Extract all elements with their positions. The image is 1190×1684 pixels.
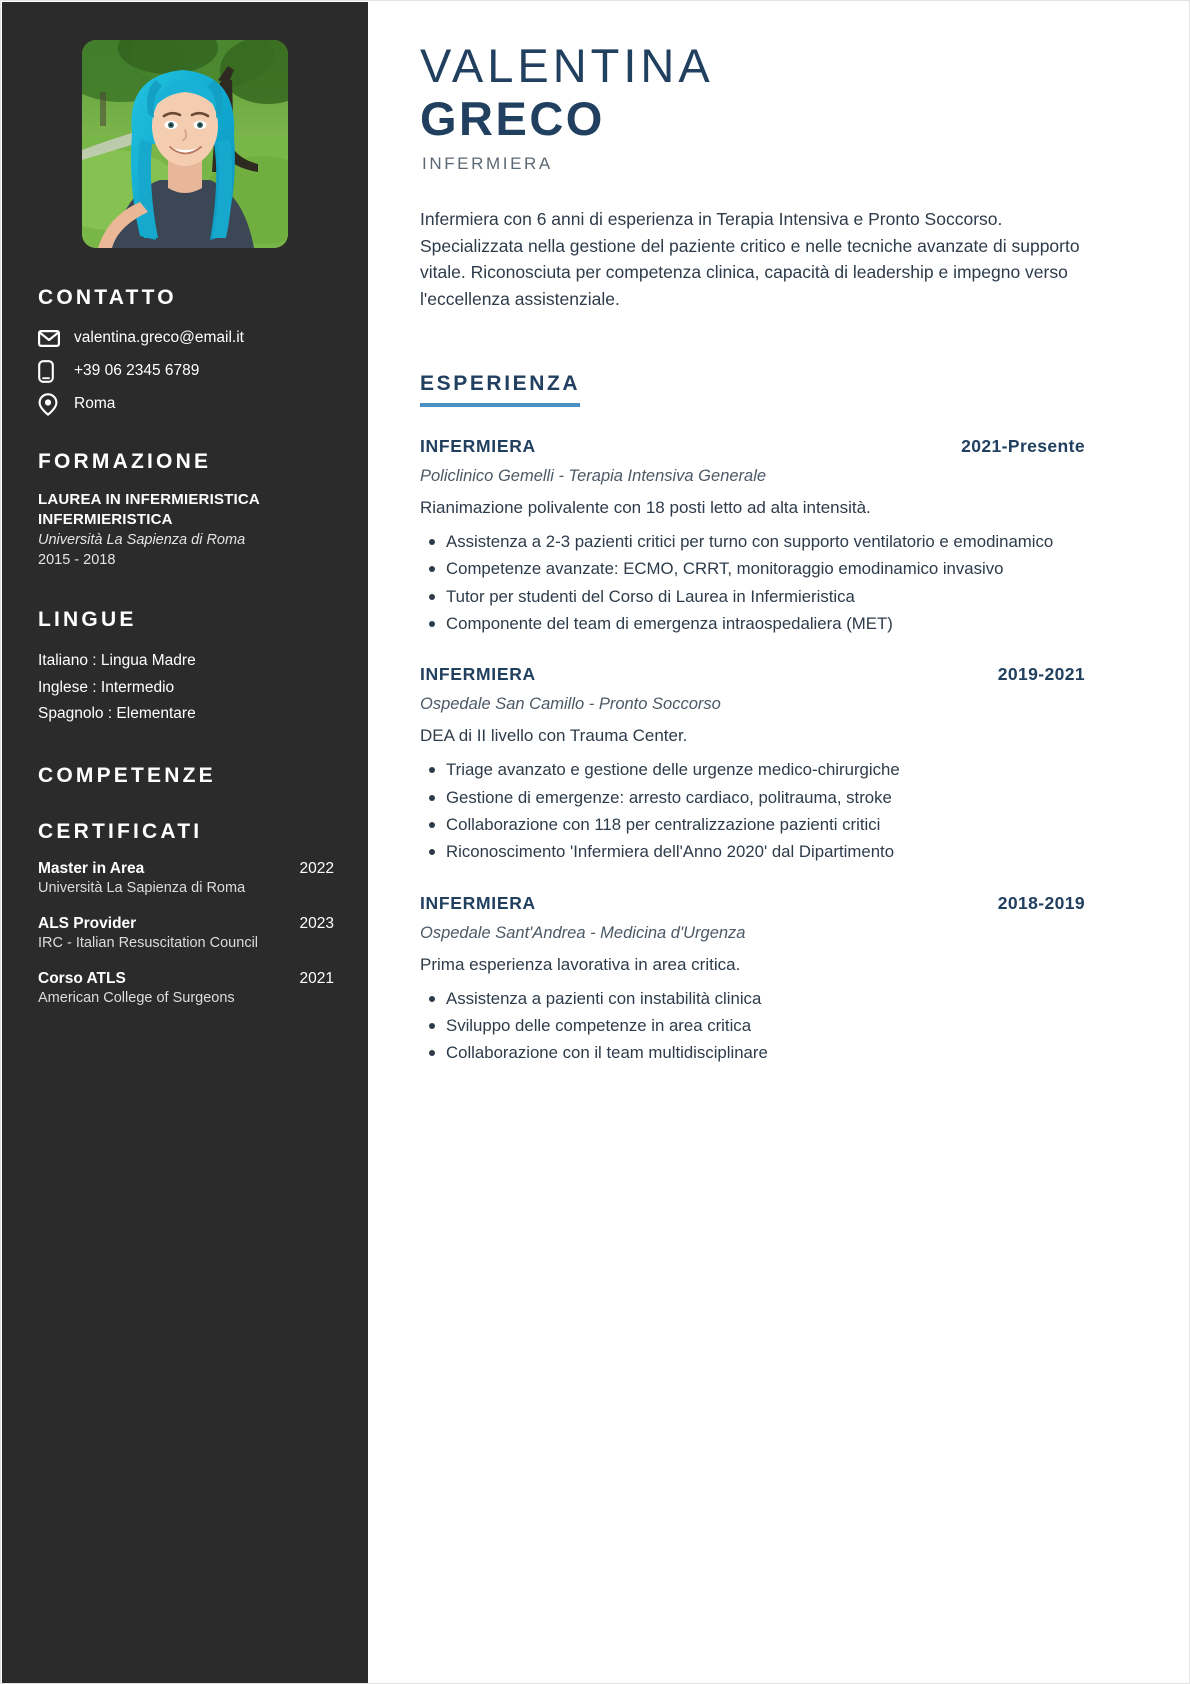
experience-bullet: Triage avanzato e gestione delle urgenze medico-chirurgiche	[420, 759, 1085, 781]
sidebar-heading-contact: CONTATTO	[38, 286, 177, 309]
experience-bullets	[420, 531, 1085, 635]
experience-role: INFERMIERA	[420, 892, 536, 913]
language-list	[38, 648, 334, 728]
certificate-issuer: American College of Surgeons	[38, 989, 235, 1006]
contact-phone-text: +39 06 2345 6789	[74, 361, 200, 379]
language-item: Spagnolo : Elementare	[38, 705, 196, 723]
certificate-name: Corso ATLS	[38, 969, 126, 987]
profile-photo-image	[82, 40, 288, 248]
envelope-icon	[38, 327, 62, 349]
location-pin-icon	[38, 393, 62, 415]
education-item	[38, 490, 334, 570]
experience-bullet: Componente del team di emergenza intraospedaliera (MET)	[420, 613, 1085, 635]
experience-description: Prima esperienza lavorativa in area critica.	[420, 954, 741, 974]
contact-email-text: valentina.greco@email.it	[74, 328, 244, 346]
certificate-item	[38, 860, 334, 896]
experience-bullet: Gestione di emergenze: arresto cardiaco, politrauma, stroke	[420, 787, 1085, 809]
professional-title: INFERMIERA	[422, 154, 553, 174]
main-content	[368, 2, 1190, 1070]
experience-bullets	[420, 988, 1085, 1065]
certificate-list	[38, 860, 334, 1006]
last-name: GRECO	[420, 91, 605, 145]
certificate-item	[38, 915, 334, 951]
certificate-issuer: IRC - Italian Resuscitation Council	[38, 934, 259, 951]
experience-bullet: Assistenza a pazienti con instabilità clinica	[420, 988, 1085, 1010]
contact-row-phone[interactable]	[38, 360, 334, 382]
certificate-year: 2021	[299, 969, 334, 987]
experience-dates: 2018-2019	[997, 892, 1085, 913]
certificate-name: Master in Area	[38, 859, 145, 877]
experience-bullet: Collaborazione con 118 per centralizzazione pazienti critici	[420, 814, 1085, 836]
certificate-item	[38, 970, 334, 1006]
experience-item	[420, 664, 1085, 863]
education-degree: LAUREA IN INFERMIERISTICA INFERMIERISTICA	[38, 491, 260, 528]
certificate-year: 2022	[299, 859, 334, 877]
experience-bullet: Competenze avanzate: ECMO, CRRT, monitoraggio emodinamico invasivo	[420, 558, 1085, 580]
language-item: Italiano : Lingua Madre	[38, 651, 196, 669]
sidebar-heading-certificates: CERTIFICATI	[38, 819, 203, 843]
certificate-year: 2023	[299, 914, 334, 932]
sidebar-heading-education: FORMAZIONE	[38, 450, 212, 473]
contact-list	[38, 327, 334, 415]
experience-bullet: Tutor per studenti del Corso di Laurea in Infermieristica	[420, 586, 1085, 608]
experience-item	[420, 893, 1085, 1065]
sidebar-heading-languages: LINGUE	[38, 607, 137, 631]
experience-company: Ospedale San Camillo - Pronto Soccorso	[420, 695, 721, 714]
first-name: VALENTINA	[420, 39, 714, 92]
experience-bullet: Assistenza a 2-3 pazienti critici per turno con supporto ventilatorio e emodinamico	[420, 531, 1085, 553]
experience-company: Ospedale Sant'Andrea - Medicina d'Urgenza	[420, 923, 746, 942]
experience-role: INFERMIERA	[420, 664, 536, 685]
phone-icon	[38, 360, 62, 382]
profile-photo	[82, 40, 288, 248]
certificate-issuer: Università La Sapienza di Roma	[38, 879, 246, 896]
experience-company: Policlinico Gemelli - Terapia Intensiva Generale	[420, 467, 767, 486]
experience-bullets	[420, 759, 1085, 863]
education-years: 2015 - 2018	[38, 551, 116, 568]
experience-item	[420, 436, 1085, 635]
profile-summary: Infermiera con 6 anni di esperienza in Terapia Intensiva e Pronto Soccorso. Specializzata nella gestione del paziente critico e nelle tecniche avanzate di supporto vitale. Riconosciuta per competenza clinica, capacità di leadership e impegno verso l'eccellenza assistenziale.	[420, 209, 1080, 310]
experience-description: DEA di II livello con Trauma Center.	[420, 726, 688, 746]
experience-bullet: Riconoscimento 'Infermiera dell'Anno 2020' dal Dipartimento	[420, 841, 1085, 863]
language-item: Inglese : Intermedio	[38, 678, 175, 696]
sidebar	[2, 2, 368, 1684]
sidebar-heading-skills: COMPETENZE	[38, 763, 216, 787]
contact-location-text: Roma	[74, 394, 116, 412]
education-school: Università La Sapienza di Roma	[38, 531, 246, 548]
experience-bullet: Collaborazione con il team multidisciplinare	[420, 1042, 1085, 1064]
experience-dates: 2021-Presente	[961, 436, 1085, 457]
experience-role: INFERMIERA	[420, 436, 536, 457]
certificate-name: ALS Provider	[38, 914, 137, 932]
section-title-experience: ESPERIENZA	[420, 372, 580, 407]
contact-row-location[interactable]	[38, 393, 334, 415]
experience-dates: 2019-2021	[997, 664, 1085, 685]
experience-bullet: Sviluppo delle competenze in area critica	[420, 1015, 1085, 1037]
contact-row-email[interactable]	[38, 327, 334, 349]
experience-description: Rianimazione polivalente con 18 posti letto ad alta intensità.	[420, 498, 871, 518]
